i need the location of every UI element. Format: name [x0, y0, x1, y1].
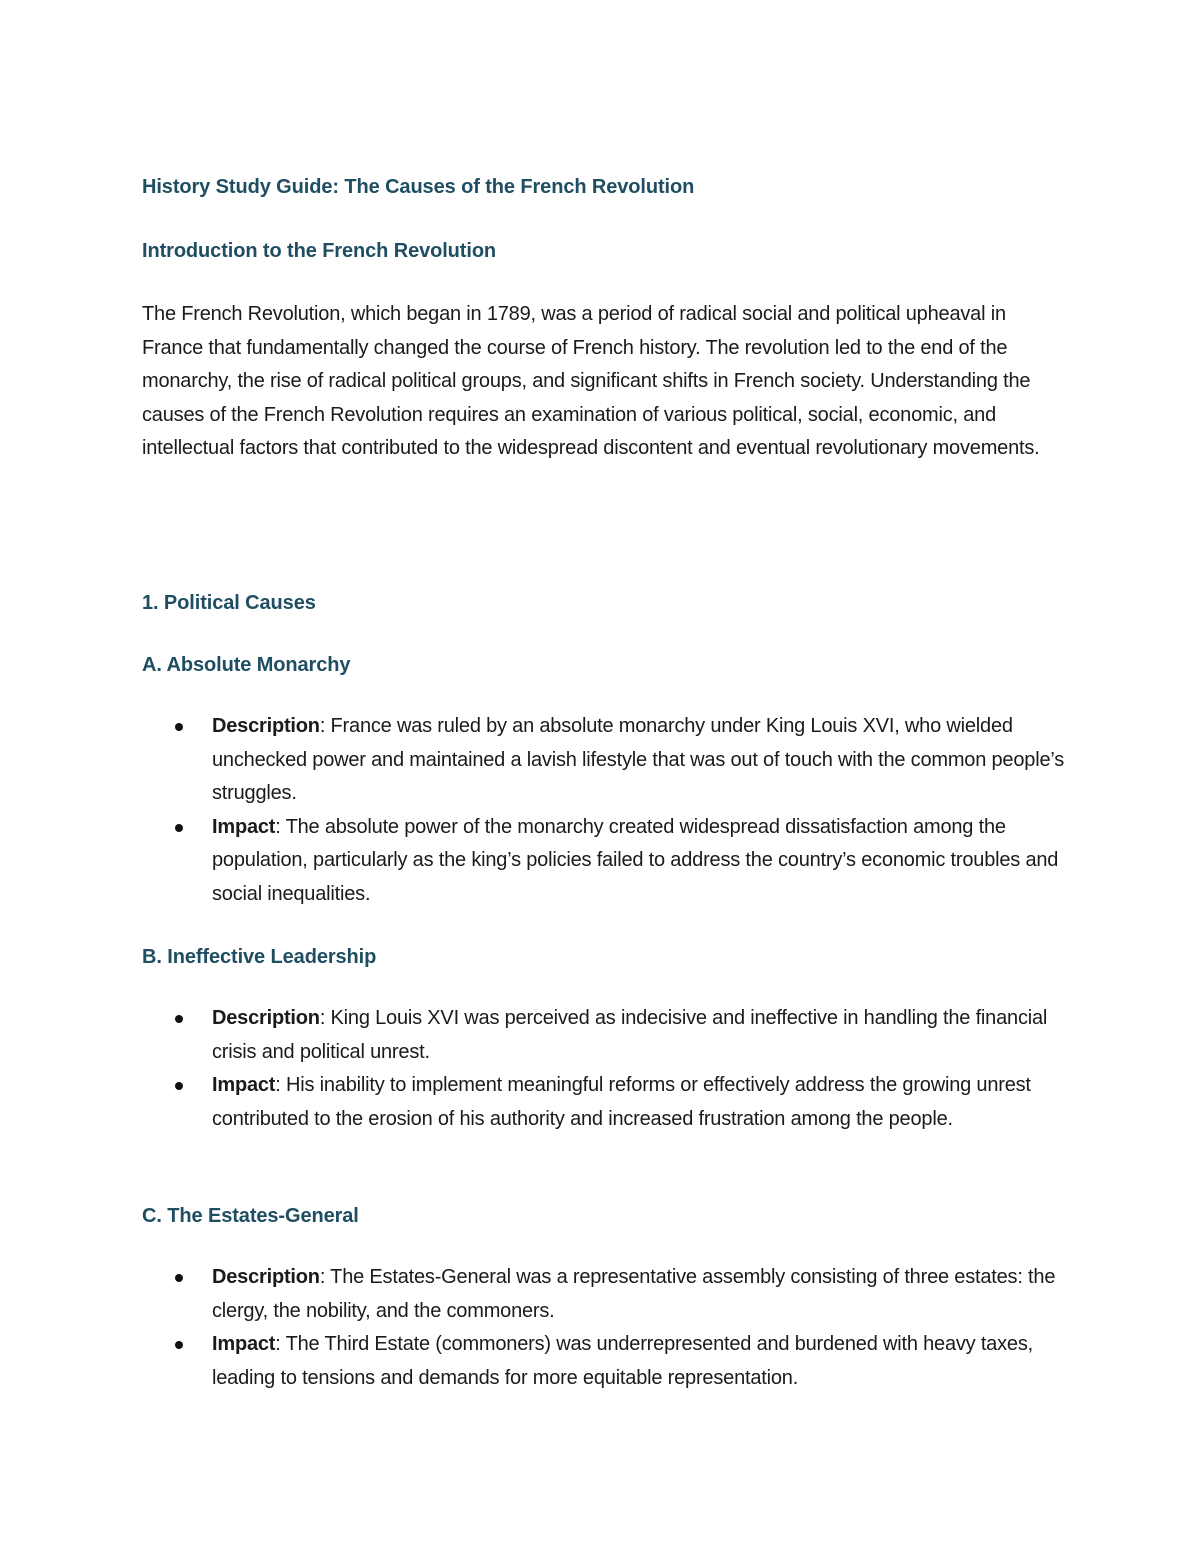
impact-label: Impact [212, 1074, 276, 1096]
description-label: Description [212, 1266, 320, 1288]
subsection-absolute-monarchy-heading: A. Absolute Monarchy [142, 654, 351, 676]
list-item [142, 710, 1072, 811]
impact-label: Impact [212, 1333, 276, 1355]
list-item [142, 1069, 1072, 1136]
impact-label: Impact [212, 815, 276, 838]
intro-heading: Introduction to the French Revolution [142, 240, 497, 262]
document-title: History Study Guide: The Causes of the French Revolution [142, 176, 695, 198]
description-label: Description [212, 1007, 320, 1029]
bullet-icon [175, 1341, 183, 1349]
impact-text: : The absolute power of the monarchy created widespread dissatisfaction among the population, particularly as the king’s policies failed to address the country’s economic troubles and social inequalities. [212, 815, 1059, 905]
description-text: : King Louis XVI was perceived as indecisive and ineffective in handling the financial crisis and political unrest. [212, 1007, 1048, 1063]
list-item [142, 811, 1072, 912]
document-page [142, 170, 1072, 1389]
absolute-monarchy-list [142, 710, 1072, 911]
impact-text: : His inability to implement meaningful reforms or effectively address the growing unrest contributed to the erosion of his authority and increased frustration among the people. [212, 1074, 1031, 1130]
intro-paragraph: The French Revolution, which began in 1789, was a period of radical social and political upheaval in France that fundamentally changed the course of French history. The revolution led to the end of the monarchy, the rise of radical political groups, and significant shifts in French society. Understanding the causes of the French Revolution requires an examination of various political, social, economic, and intellectual factors that contributed to the widespread discontent and eventual revolutionary movements. [142, 303, 1040, 459]
bullet-icon [175, 1274, 183, 1282]
description-text: : The Estates-General was a representative assembly consisting of three estates: the clergy, the nobility, and the commoners. [212, 1266, 1056, 1322]
list-item [142, 1261, 1072, 1328]
list-item [142, 1328, 1072, 1395]
estates-general-list [142, 1261, 1072, 1395]
bullet-icon [175, 1015, 183, 1023]
list-item [142, 1002, 1072, 1069]
ineffective-leadership-list [142, 1002, 1072, 1136]
description-text: : France was ruled by an absolute monarchy under King Louis XVI, who wielded unchecked power and maintained a lavish lifestyle that was out of touch with the common people’s struggles. [212, 715, 1065, 804]
section-political-causes-heading: 1. Political Causes [142, 592, 316, 614]
description-label: Description [212, 715, 320, 737]
subsection-estates-general-heading: C. The Estates-General [142, 1205, 359, 1227]
bullet-icon [175, 824, 183, 832]
bullet-icon [175, 723, 183, 731]
subsection-ineffective-leadership-heading: B. Ineffective Leadership [142, 946, 377, 968]
impact-text: : The Third Estate (commoners) was underrepresented and burdened with heavy taxes, leading to tensions and demands for more equitable representation. [212, 1333, 1033, 1389]
bullet-icon [175, 1082, 183, 1090]
